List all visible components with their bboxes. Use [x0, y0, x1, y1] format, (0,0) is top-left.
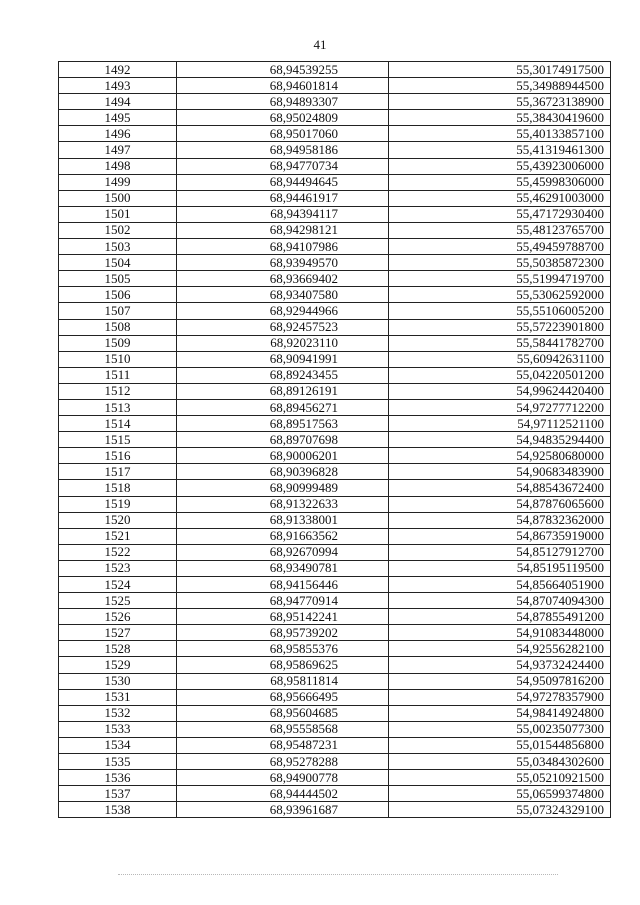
point-number-cell: 1527	[59, 625, 177, 641]
coordinate-y-cell: 54,88543672400	[389, 480, 611, 496]
page-number: 41	[313, 37, 327, 52]
table-row	[59, 770, 611, 786]
coordinate-y-cell: 55,00235077300	[389, 721, 611, 737]
point-number-cell: 1496	[59, 126, 177, 142]
coordinate-x-cell: 68,92944966	[177, 303, 389, 319]
point-number-cell: 1504	[59, 255, 177, 271]
table-row	[59, 432, 611, 448]
coordinate-y-cell: 55,50385872300	[389, 255, 611, 271]
point-number-cell: 1507	[59, 303, 177, 319]
table-row	[59, 641, 611, 657]
coordinate-x-cell: 68,92023110	[177, 335, 389, 351]
coordinate-x-cell: 68,94893307	[177, 94, 389, 110]
point-number-cell: 1531	[59, 689, 177, 705]
coordinate-y-cell: 54,92580680000	[389, 448, 611, 464]
point-number-cell: 1503	[59, 239, 177, 255]
table-row	[59, 367, 611, 383]
point-number-cell: 1515	[59, 432, 177, 448]
table-row	[59, 464, 611, 480]
point-number-cell: 1525	[59, 593, 177, 609]
coordinate-x-cell: 68,90396828	[177, 464, 389, 480]
coordinate-x-cell: 68,95558568	[177, 721, 389, 737]
point-number-cell: 1534	[59, 737, 177, 753]
point-number-cell: 1538	[59, 802, 177, 818]
coordinate-x-cell: 68,93949570	[177, 255, 389, 271]
table-row	[59, 593, 611, 609]
point-number-cell: 1495	[59, 110, 177, 126]
coordinate-y-cell: 54,97278357900	[389, 689, 611, 705]
coordinate-y-cell: 55,60942631100	[389, 351, 611, 367]
coordinate-x-cell: 68,94958186	[177, 142, 389, 158]
table-row	[59, 174, 611, 190]
point-number-cell: 1502	[59, 222, 177, 238]
coordinate-x-cell: 68,93407580	[177, 287, 389, 303]
coordinate-y-cell: 55,46291003000	[389, 190, 611, 206]
coordinate-y-cell: 54,97277712200	[389, 399, 611, 415]
coordinate-x-cell: 68,95739202	[177, 625, 389, 641]
point-number-cell: 1537	[59, 786, 177, 802]
table-row	[59, 110, 611, 126]
table-row	[59, 222, 611, 238]
coordinate-x-cell: 68,91322633	[177, 496, 389, 512]
coordinate-x-cell: 68,91663562	[177, 528, 389, 544]
coordinate-x-cell: 68,92457523	[177, 319, 389, 335]
table-row	[59, 448, 611, 464]
point-number-cell: 1513	[59, 399, 177, 415]
table-row	[59, 271, 611, 287]
coordinate-x-cell: 68,95024809	[177, 110, 389, 126]
table-row	[59, 142, 611, 158]
coordinate-y-cell: 55,45998306000	[389, 174, 611, 190]
coordinate-x-cell: 68,89456271	[177, 399, 389, 415]
coordinate-x-cell: 68,95142241	[177, 609, 389, 625]
table-row	[59, 351, 611, 367]
table-row	[59, 577, 611, 593]
coordinate-y-cell: 54,86735919000	[389, 528, 611, 544]
table-row	[59, 239, 611, 255]
coordinate-y-cell: 55,48123765700	[389, 222, 611, 238]
point-number-cell: 1521	[59, 528, 177, 544]
table-row	[59, 625, 611, 641]
coordinate-x-cell: 68,95811814	[177, 673, 389, 689]
coordinate-y-cell: 54,87876065600	[389, 496, 611, 512]
coordinate-x-cell: 68,94394117	[177, 206, 389, 222]
coordinate-y-cell: 55,58441782700	[389, 335, 611, 351]
table-row	[59, 560, 611, 576]
coordinate-y-cell: 55,49459788700	[389, 239, 611, 255]
coordinate-y-cell: 54,85195119500	[389, 560, 611, 576]
point-number-cell: 1514	[59, 416, 177, 432]
coordinate-x-cell: 68,89126191	[177, 383, 389, 399]
coordinate-x-cell: 68,93669402	[177, 271, 389, 287]
table-row	[59, 609, 611, 625]
coordinate-y-cell: 55,53062592000	[389, 287, 611, 303]
coordinate-y-cell: 55,05210921500	[389, 770, 611, 786]
coordinate-x-cell: 68,89517563	[177, 416, 389, 432]
table-row	[59, 190, 611, 206]
point-number-cell: 1516	[59, 448, 177, 464]
coordinate-y-cell: 54,97112521100	[389, 416, 611, 432]
table-row	[59, 399, 611, 415]
table-row	[59, 496, 611, 512]
coordinate-y-cell: 55,47172930400	[389, 206, 611, 222]
table-row	[59, 158, 611, 174]
point-number-cell: 1524	[59, 577, 177, 593]
point-number-cell: 1509	[59, 335, 177, 351]
point-number-cell: 1523	[59, 560, 177, 576]
table-row	[59, 657, 611, 673]
coordinate-y-cell: 55,55106005200	[389, 303, 611, 319]
table-row	[59, 512, 611, 528]
coordinate-x-cell: 68,90941991	[177, 351, 389, 367]
coordinates-table	[58, 61, 611, 818]
coordinate-x-cell: 68,90999489	[177, 480, 389, 496]
coordinate-y-cell: 55,01544856800	[389, 737, 611, 753]
point-number-cell: 1522	[59, 544, 177, 560]
coordinate-y-cell: 54,90683483900	[389, 464, 611, 480]
table-row	[59, 94, 611, 110]
point-number-cell: 1528	[59, 641, 177, 657]
coordinate-x-cell: 68,94601814	[177, 78, 389, 94]
table-row	[59, 416, 611, 432]
table-row	[59, 62, 611, 78]
point-number-cell: 1518	[59, 480, 177, 496]
table-row	[59, 737, 611, 753]
coordinate-y-cell: 55,30174917500	[389, 62, 611, 78]
coordinate-y-cell: 54,94835294400	[389, 432, 611, 448]
coordinate-x-cell: 68,95855376	[177, 641, 389, 657]
coordinate-y-cell: 54,85127912700	[389, 544, 611, 560]
coordinate-x-cell: 68,94444502	[177, 786, 389, 802]
coordinate-x-cell: 68,94107986	[177, 239, 389, 255]
coordinate-y-cell: 55,06599374800	[389, 786, 611, 802]
point-number-cell: 1494	[59, 94, 177, 110]
table-row	[59, 673, 611, 689]
table-row	[59, 721, 611, 737]
point-number-cell: 1511	[59, 367, 177, 383]
coordinate-x-cell: 68,95487231	[177, 737, 389, 753]
point-number-cell: 1529	[59, 657, 177, 673]
coordinate-y-cell: 55,41319461300	[389, 142, 611, 158]
table-row	[59, 480, 611, 496]
coordinate-y-cell: 55,57223901800	[389, 319, 611, 335]
coordinate-x-cell: 68,94900778	[177, 770, 389, 786]
point-number-cell: 1512	[59, 383, 177, 399]
coordinate-y-cell: 54,87832362000	[389, 512, 611, 528]
coordinate-y-cell: 55,36723138900	[389, 94, 611, 110]
coordinate-y-cell: 55,40133857100	[389, 126, 611, 142]
table-row	[59, 206, 611, 222]
coordinate-y-cell: 54,92556282100	[389, 641, 611, 657]
coordinate-y-cell: 54,93732424400	[389, 657, 611, 673]
coordinate-y-cell: 55,04220501200	[389, 367, 611, 383]
table-row	[59, 383, 611, 399]
coordinate-x-cell: 68,95604685	[177, 705, 389, 721]
coordinate-y-cell: 54,95097816200	[389, 673, 611, 689]
table-row	[59, 786, 611, 802]
coordinate-x-cell: 68,93961687	[177, 802, 389, 818]
coordinate-x-cell: 68,95666495	[177, 689, 389, 705]
scan-artifact-line	[118, 874, 558, 876]
table-row	[59, 528, 611, 544]
point-number-cell: 1508	[59, 319, 177, 335]
coordinate-y-cell: 55,03484302600	[389, 754, 611, 770]
coordinate-x-cell: 68,91338001	[177, 512, 389, 528]
point-number-cell: 1500	[59, 190, 177, 206]
coordinate-x-cell: 68,95017060	[177, 126, 389, 142]
coordinate-x-cell: 68,93490781	[177, 560, 389, 576]
point-number-cell: 1505	[59, 271, 177, 287]
coordinate-y-cell: 55,38430419600	[389, 110, 611, 126]
coordinate-x-cell: 68,94770734	[177, 158, 389, 174]
coordinate-y-cell: 54,85664051900	[389, 577, 611, 593]
point-number-cell: 1530	[59, 673, 177, 689]
coordinate-x-cell: 68,94298121	[177, 222, 389, 238]
point-number-cell: 1493	[59, 78, 177, 94]
point-number-cell: 1501	[59, 206, 177, 222]
coordinate-y-cell: 54,87074094300	[389, 593, 611, 609]
coordinate-x-cell: 68,94494645	[177, 174, 389, 190]
point-number-cell: 1536	[59, 770, 177, 786]
table-row	[59, 544, 611, 560]
point-number-cell: 1498	[59, 158, 177, 174]
point-number-cell: 1532	[59, 705, 177, 721]
point-number-cell: 1497	[59, 142, 177, 158]
table-row	[59, 255, 611, 271]
point-number-cell: 1535	[59, 754, 177, 770]
table-row	[59, 78, 611, 94]
coordinate-y-cell: 55,34988944500	[389, 78, 611, 94]
coordinate-x-cell: 68,94539255	[177, 62, 389, 78]
table-row	[59, 335, 611, 351]
coordinate-x-cell: 68,89243455	[177, 367, 389, 383]
point-number-cell: 1533	[59, 721, 177, 737]
coordinate-x-cell: 68,94156446	[177, 577, 389, 593]
coordinate-y-cell: 54,99624420400	[389, 383, 611, 399]
coordinate-y-cell: 55,43923006000	[389, 158, 611, 174]
coordinate-x-cell: 68,90006201	[177, 448, 389, 464]
coordinate-x-cell: 68,95278288	[177, 754, 389, 770]
point-number-cell: 1519	[59, 496, 177, 512]
table-row	[59, 689, 611, 705]
table-row	[59, 303, 611, 319]
table-row	[59, 126, 611, 142]
point-number-cell: 1506	[59, 287, 177, 303]
point-number-cell: 1520	[59, 512, 177, 528]
table-row	[59, 802, 611, 818]
point-number-cell: 1492	[59, 62, 177, 78]
coordinate-x-cell: 68,95869625	[177, 657, 389, 673]
coordinate-y-cell: 55,51994719700	[389, 271, 611, 287]
table-row	[59, 705, 611, 721]
point-number-cell: 1517	[59, 464, 177, 480]
coordinate-y-cell: 55,07324329100	[389, 802, 611, 818]
coordinate-x-cell: 68,94461917	[177, 190, 389, 206]
point-number-cell: 1510	[59, 351, 177, 367]
coordinate-x-cell: 68,92670994	[177, 544, 389, 560]
coordinate-y-cell: 54,87855491200	[389, 609, 611, 625]
coordinate-y-cell: 54,91083448000	[389, 625, 611, 641]
point-number-cell: 1499	[59, 174, 177, 190]
table-row	[59, 287, 611, 303]
coordinate-x-cell: 68,89707698	[177, 432, 389, 448]
table-row	[59, 319, 611, 335]
coordinates-table-body	[59, 62, 611, 818]
point-number-cell: 1526	[59, 609, 177, 625]
coordinate-y-cell: 54,98414924800	[389, 705, 611, 721]
table-row	[59, 754, 611, 770]
coordinate-x-cell: 68,94770914	[177, 593, 389, 609]
